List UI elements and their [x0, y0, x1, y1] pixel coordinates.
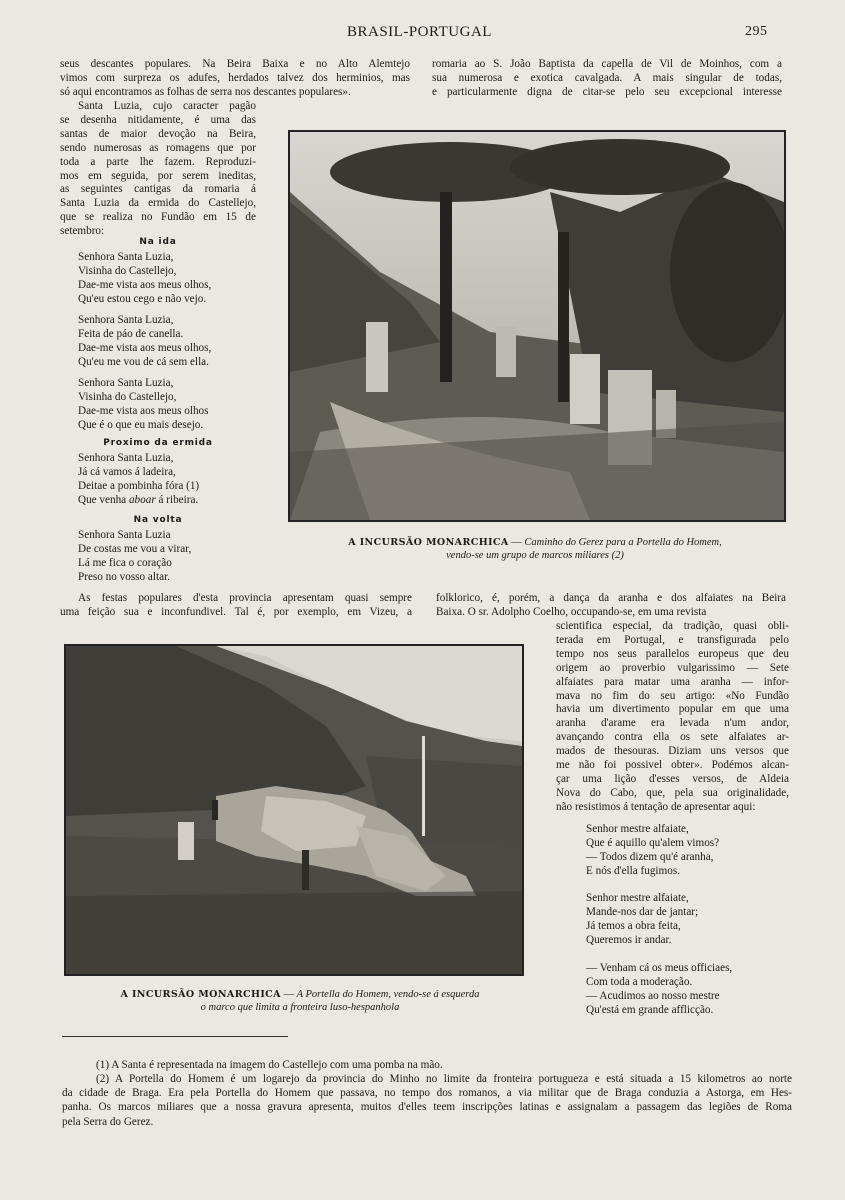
text-line: mava no fim do seu artigo: «No Fundão — [556, 689, 789, 702]
forest-road-milestones-photo-icon — [290, 132, 784, 520]
song-stanza-5 — [78, 529, 191, 585]
text-line: só aqui encontramos as folhas de serra nos descantes populares». — [60, 85, 351, 98]
text-line: havia um divertimento popular em que uma — [556, 703, 789, 716]
verse-line: Dae-me vista aos meus olhos — [78, 404, 209, 417]
page-number: 295 — [745, 24, 768, 39]
caption-photo-2: A INCURSÃO MONARCHICA — A Portella do Homem, vendo-se á esquerda o marco que limita a fronteira luso-hespanhola — [64, 988, 536, 1014]
text-line: Santa Luzia da ermida do Castellejo, — [60, 197, 256, 210]
text-line: aranha d'arame era levada n'um andor, — [556, 717, 789, 730]
text-line: alfaiates para matar uma aranha — infor- — [556, 675, 789, 688]
verse-line: Que é o que eu mais desejo. — [78, 418, 204, 431]
verse-line: Qu'eu me vou de cá sem ella. — [78, 355, 209, 368]
text-line: tempo nos seus parallelos europeus que deu — [556, 647, 789, 660]
text-line: as seguintes cantigas da romaria á — [60, 183, 256, 196]
verse-line: — Venham cá os meus officiaes, — [586, 962, 733, 974]
mid-left-paragraph — [60, 592, 412, 620]
text-line: As festas populares d'esta provincia apresentam quasi sempre — [78, 592, 412, 604]
mid-right-paragraph — [436, 592, 786, 620]
song-stanza-1 — [78, 251, 211, 307]
caption-text: Caminho do Gerez para a Portella do Homem, — [524, 537, 722, 548]
verse-line: Já temos a obra feita, — [586, 919, 681, 932]
verse-line: — Acudimos ao nosso mestre — [586, 989, 720, 1002]
text-line: pela Serra do Gerez. — [62, 1115, 154, 1128]
text-line: panha. Os marcos miliares que a nossa gravura apresenta, muitos d'elles teem inscripções latinas e assignalam a passagem das legiões de Roma — [62, 1101, 792, 1114]
text-line: çar uma lição d'esses versos, de Aldeia — [556, 772, 789, 785]
text-line: scientifica especial, da tradição, quasi obli- — [556, 620, 789, 632]
verse-line: Queremos ir andar. — [586, 933, 672, 946]
song-heading-volta: Na volta — [133, 515, 183, 525]
text-line: avançando contra ella os sete alfaiates ar- — [556, 731, 789, 744]
text-line: Nova do Cabo, que, pela sua originalidade, — [556, 786, 789, 799]
text-line: me não foi possivel obter». Podémos alcan- — [556, 759, 789, 772]
text-line: origem ao proverbio vulgarissimo — Sete — [556, 661, 789, 674]
text-line: terada em Portugal, e transfigurada pelo — [556, 633, 789, 646]
verse-line: Que é aquillo qu'alem vimos? — [586, 836, 720, 849]
verse-line: Com toda a moderação. — [586, 975, 693, 988]
song-stanza-4 — [78, 452, 199, 508]
verse-line: Dae-me vista aos meus olhos, — [78, 341, 212, 354]
song-stanza-3 — [78, 377, 209, 433]
verse-line: Mande-nos dar de jantar; — [586, 905, 699, 918]
verse-line: Qu'eu estou cego e não vejo. — [78, 292, 207, 305]
song-stanza-2 — [78, 314, 211, 370]
footnote-divider — [62, 1036, 288, 1037]
text-line: e particularmente digna de citar-se pelo seu excepcional interesse — [432, 85, 782, 98]
text-line: uma feição sua e inconfundivel. Tal é, por exemplo, em Vizeu, a — [60, 605, 412, 618]
text-line: folklorico, é, porém, a dança da aranha e dos alfaiates na Beira — [436, 592, 786, 604]
text-line: setembro: — [60, 225, 105, 238]
caption-text: vendo-se um grupo de marcos miliares (2) — [446, 550, 624, 561]
verse-line: Deitae a pombinha fóra (1) — [78, 479, 200, 492]
footnote-1: (1) A Santa é representada na imagem do Castellejo com uma pomba na mão. — [96, 1059, 443, 1071]
santa-luzia-paragraph — [60, 100, 256, 239]
verse-stanza-2 — [586, 892, 698, 948]
text-line: sendo numerosas as romagens que por — [60, 141, 256, 154]
verse-line: Senhora Santa Luzia, — [78, 314, 174, 326]
text-line: Baixa. O sr. Adolpho Coelho, occupando-se, em uma revista — [436, 605, 707, 618]
text-line: mos em seguida, por serem ineditas, — [60, 169, 256, 182]
text-line: que se realiza no Fundão em 15 de — [60, 211, 256, 224]
mountain-rocks-photo-icon — [66, 646, 522, 974]
verse-stanza-1 — [586, 823, 719, 879]
top-left-paragraph — [60, 58, 410, 100]
song-heading-proximo: Proximo da ermida — [103, 438, 213, 448]
verse-line: — Todos dizem qu'é aranha, — [586, 850, 714, 863]
verse-stanza-3 — [586, 962, 732, 1018]
text-line: sua numerosa e exotica cavalgada. A mais singular de todas, — [432, 71, 782, 84]
verse-line: Feita de páo de canella. — [78, 327, 184, 340]
running-header: BRASIL-PORTUGAL — [347, 24, 492, 40]
song-heading-ida: Na ida — [139, 237, 177, 247]
verse-line: Senhor mestre alfaiate, — [586, 823, 689, 835]
caption-title: A INCURSÃO MONARCHICA — [348, 537, 509, 548]
photo-forest-road-milestones — [288, 130, 786, 522]
verse-line: Dae-me vista aos meus olhos, — [78, 278, 212, 291]
verse-line: Senhora Santa Luzia, — [78, 452, 174, 464]
verse-line: Senhor mestre alfaiate, — [586, 892, 689, 904]
verse-line: Senhora Santa Luzia, — [78, 377, 174, 389]
verse-line: De costas me vou a virar, — [78, 542, 192, 555]
footnote-2 — [62, 1072, 792, 1129]
text-line: se desenha nitidamente, é uma das — [60, 113, 256, 126]
text-line: seus descantes populares. Na Beira Baixa e no Alto Alemtejo — [60, 58, 410, 70]
text-line: romaria ao S. João Baptista da capella de Vil de Moinhos, com a — [432, 58, 782, 70]
aranha-paragraph — [556, 620, 789, 815]
caption-text: A Portella do Homem, vendo-se á esquerda — [296, 989, 480, 1000]
verse-line: Visinha do Castellejo, — [78, 264, 177, 277]
verse-line: Senhora Santa Luzia — [78, 529, 171, 541]
text-line: santas de maior devoção na Beira, — [60, 127, 256, 140]
caption-title: A INCURSÃO MONARCHICA — [120, 989, 281, 1000]
text-line: não resistimos á tentação de apresentar aqui: — [556, 800, 756, 813]
text-line: Santa Luzia, cujo caracter pagão — [78, 100, 256, 112]
photo-portella-do-homem — [64, 644, 524, 976]
verse-line: Já cá vamos á ladeira, — [78, 465, 176, 478]
text-line: mados de thesouras. Diziam uns versos que — [556, 745, 789, 758]
text-line: toda a parte lhe fazem. Reproduzi- — [60, 155, 256, 168]
caption-photo-1: A INCURSÃO MONARCHICA — Caminho do Gerez para a Portella do Homem, vendo-se um grupo de marcos miliares (2) — [288, 536, 782, 562]
text-line: (2) A Portella do Homem é um logarejo da provincia do Minho no limite da fronteira portugueza e está situada a 15 kilometros ao norte — [96, 1073, 792, 1085]
verse-line: Lá me fica o coração — [78, 556, 172, 569]
verse-line: Visinha do Castellejo, — [78, 390, 177, 403]
verse-line: Qu'está em grande afflicção. — [586, 1003, 714, 1016]
caption-text: o marco que limita a fronteira luso-hespanhola — [200, 1002, 400, 1013]
top-right-paragraph — [432, 58, 782, 100]
verse-line: Senhora Santa Luzia, — [78, 251, 174, 263]
verse-line: E nós d'ella fugimos. — [586, 864, 680, 877]
text-line: da cidade de Braga. Era pela Portella do Homem que passava, no tempo dos romanos, a via militar que de Braga conduzia a Astorga, em Hes- — [62, 1087, 792, 1100]
verse-line: Que venha aboar á ribeira. — [78, 493, 199, 506]
text-line: vimos com surpreza os adufes, herdados talvez dos herminios, mas — [60, 71, 410, 84]
verse-line: Preso no vosso altar. — [78, 570, 170, 583]
